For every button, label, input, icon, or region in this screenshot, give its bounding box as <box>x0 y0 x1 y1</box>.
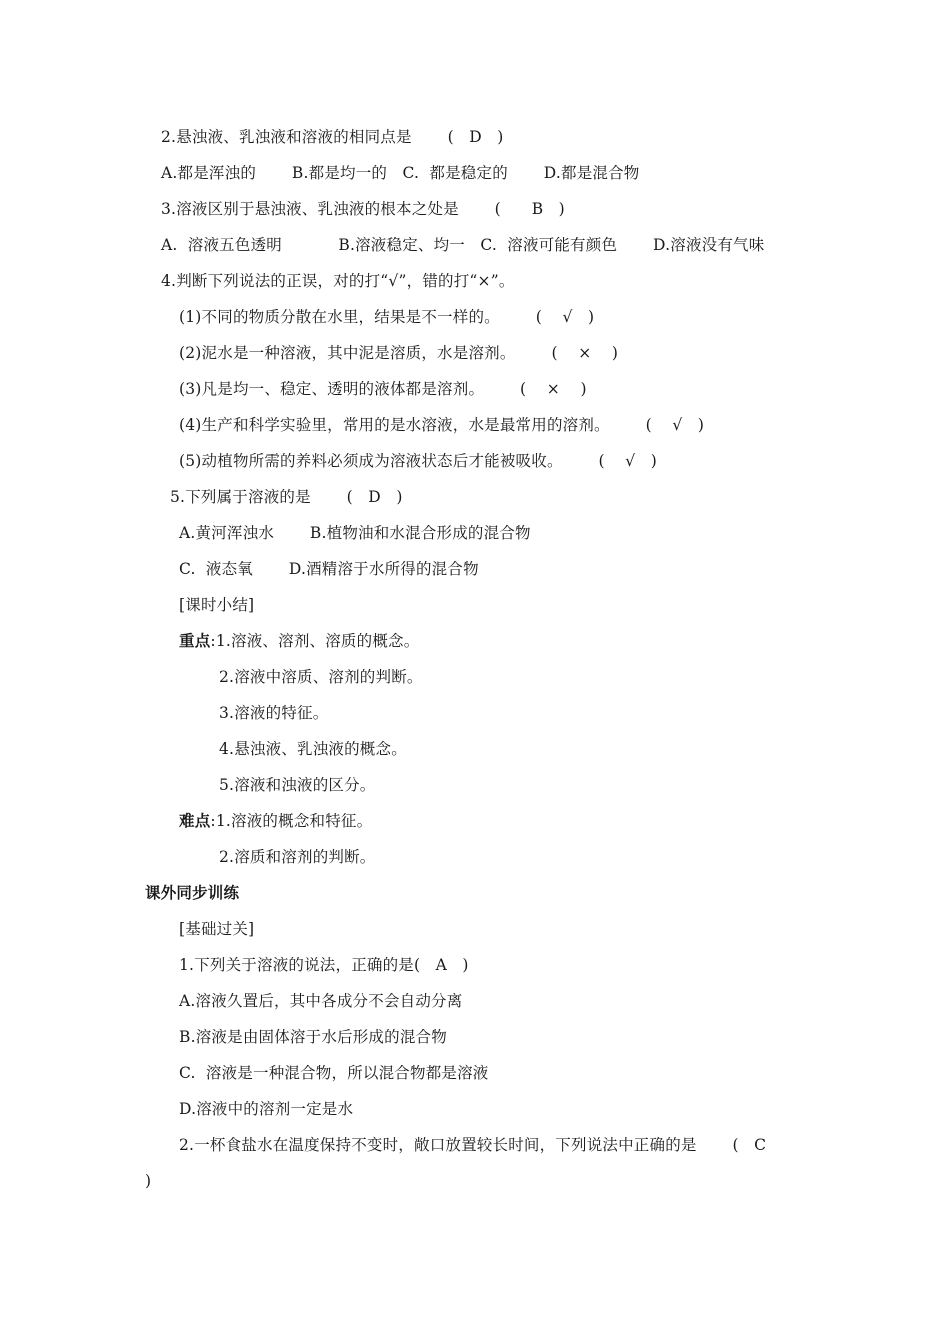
difficult-points-row <box>179 811 372 831</box>
question-4-item-3: (3)凡是均一、稳定、透明的液体都是溶剂。 ( × ) <box>179 380 587 398</box>
question-2-stem: 2.悬浊液、乳浊液和溶液的相同点是 ( D ) <box>161 128 504 146</box>
question-3-stem: 3.溶液区别于悬浊液、乳浊液的根本之处是 ( B ) <box>161 200 565 218</box>
key-points-label: 重点 <box>179 631 211 650</box>
question-3-options: A. 溶液五色透明 B.溶液稳定、均一 C. 溶液可能有颜色 D.溶液没有气味 <box>161 236 765 254</box>
difficult-points-label: 难点 <box>179 811 211 830</box>
key-point-4: 4.悬浊液、乳浊液的概念。 <box>219 740 407 758</box>
training-question-1-option-b: B.溶液是由固体溶于水后形成的混合物 <box>179 1028 447 1046</box>
training-question-1-option-d: D.溶液中的溶剂一定是水 <box>179 1100 354 1118</box>
question-2-options: A.都是浑浊的 B.都是均一的 C. 都是稳定的 D.都是混合物 <box>161 164 640 182</box>
question-4-item-2: (2)泥水是一种溶液，其中泥是溶质，水是溶剂。 ( × ) <box>179 344 619 362</box>
question-5-options-ab: A.黄河浑浊水 B.植物油和水混合形成的混合物 <box>179 524 531 542</box>
difficult-point-1: 1.溶液的概念和特征。 <box>215 812 373 830</box>
training-question-1-stem: 1.下列关于溶液的说法，正确的是( A ) <box>179 956 469 974</box>
question-4-item-5: (5)动植物所需的养料必须成为溶液状态后才能被吸收。 ( √ ) <box>179 452 658 470</box>
lesson-summary-heading: [课时小结] <box>179 596 255 614</box>
question-5-stem: 5.下列属于溶液的是 ( D ) <box>170 488 403 506</box>
question-5-options-cd: C. 液态氧 D.酒精溶于水所得的混合物 <box>179 560 479 578</box>
question-4-item-4: (4)生产和科学实验里，常用的是水溶液，水是最常用的溶剂。 ( √ ) <box>179 416 705 434</box>
question-4-item-1: (1)不同的物质分散在水里，结果是不一样的。 ( √ ) <box>179 308 595 326</box>
key-point-5: 5.溶液和浊液的区分。 <box>219 776 376 794</box>
basic-level-heading: [基础过关] <box>179 920 255 938</box>
difficult-points-colon: : <box>210 812 216 830</box>
question-4-stem: 4.判断下列说法的正误，对的打“√”，错的打“×”。 <box>161 272 515 290</box>
key-points-colon: : <box>210 632 216 650</box>
key-points-row <box>179 631 419 651</box>
section-heading-extracurricular-training: 课外同步训练 <box>145 883 240 902</box>
training-question-1-option-a: A.溶液久置后，其中各成分不会自动分离 <box>179 992 463 1010</box>
training-question-1-option-c: C. 溶液是一种混合物，所以混合物都是溶液 <box>179 1064 489 1082</box>
training-question-2-stem: 2.一杯食盐水在温度保持不变时，敞口放置较长时间，下列说法中正确的是 ( C <box>179 1136 767 1154</box>
difficult-point-2: 2.溶质和溶剂的判断。 <box>219 848 376 866</box>
key-point-3: 3.溶液的特征。 <box>219 704 329 722</box>
training-question-2-stem-continued: ) <box>145 1172 152 1190</box>
key-point-2: 2.溶液中溶质、溶剂的判断。 <box>219 668 423 686</box>
key-point-1: 1.溶液、溶剂、溶质的概念。 <box>215 632 420 650</box>
